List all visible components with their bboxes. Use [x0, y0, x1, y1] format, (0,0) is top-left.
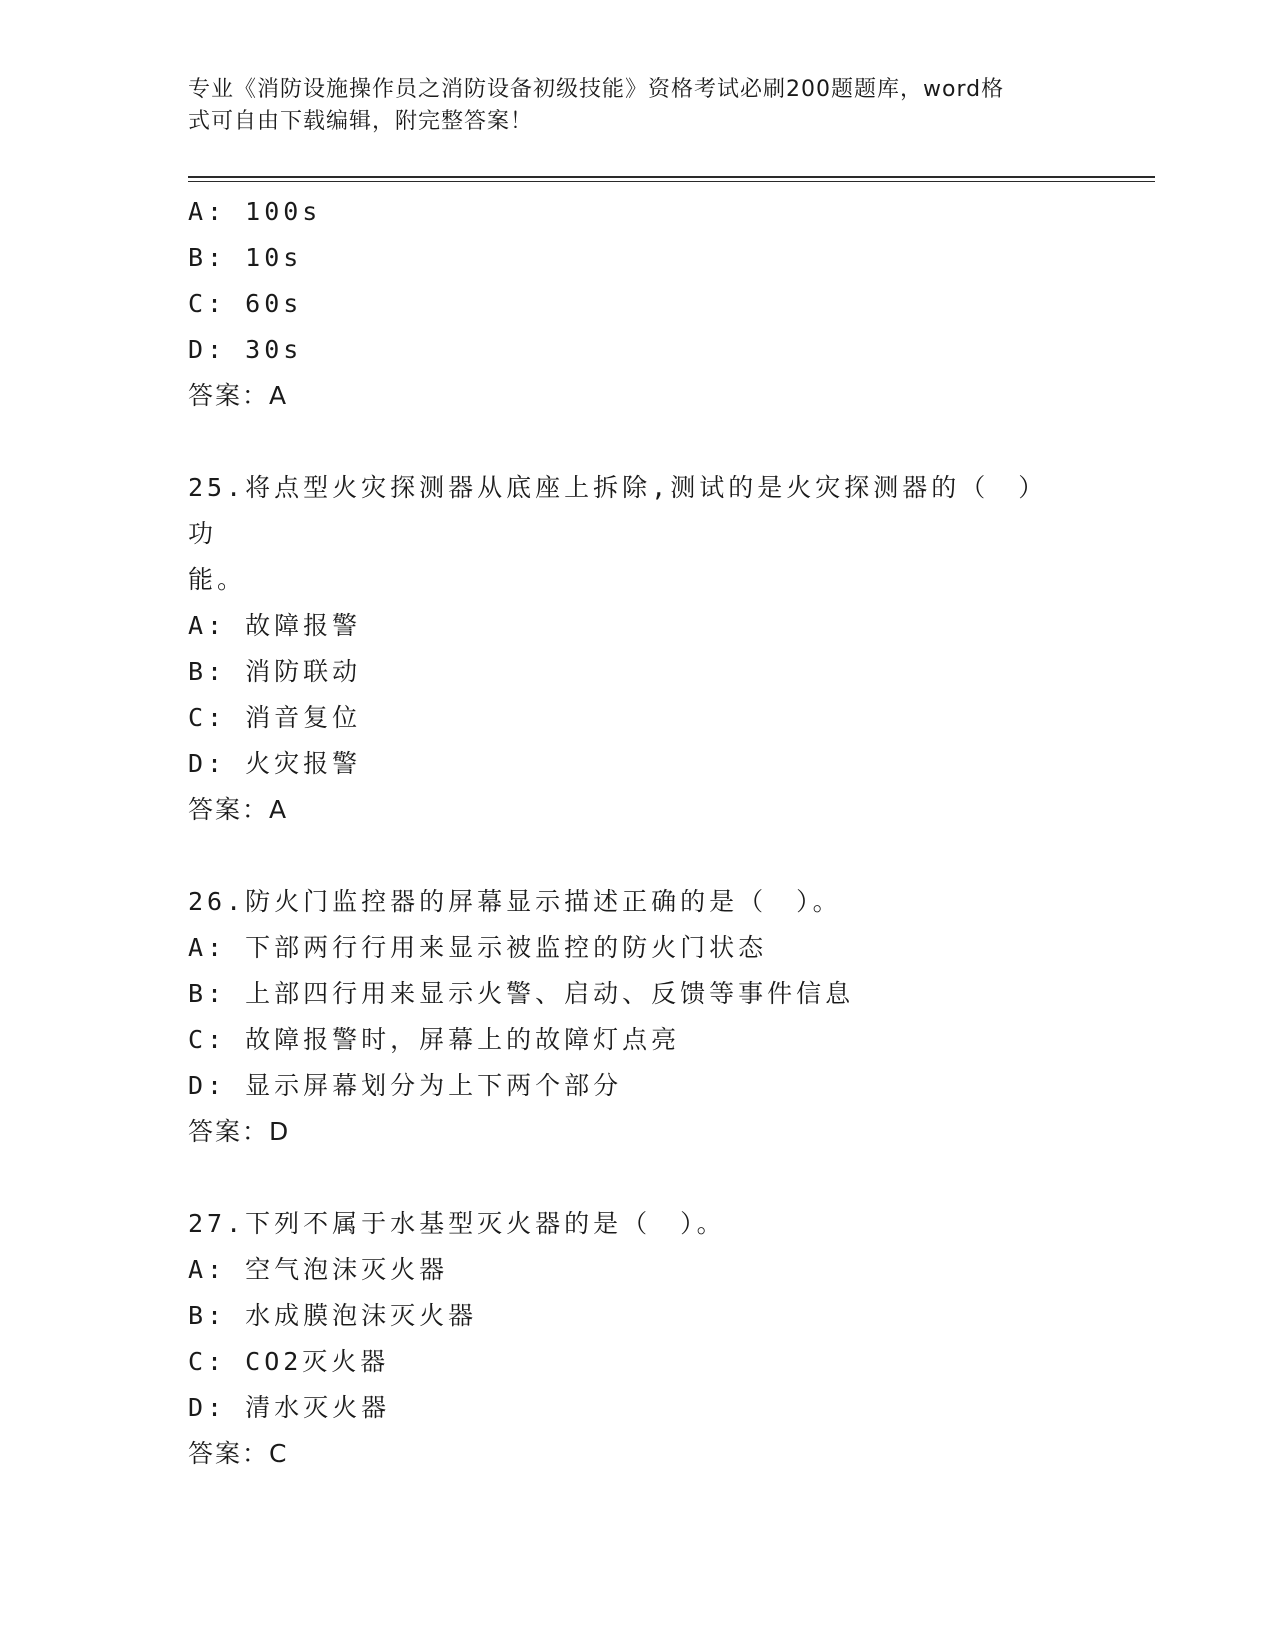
option-b: B: 10s — [188, 243, 303, 272]
spacer — [188, 833, 1068, 879]
question-list — [188, 189, 1068, 1477]
option-d: D: 火灾报警 — [188, 749, 362, 778]
question-stem: 27.下列不属于水基型灭火器的是（ ）。 — [188, 1209, 726, 1238]
option-c: C: 消音复位 — [188, 703, 362, 732]
option-a: A: 100s — [188, 197, 322, 226]
option-d: D: 显示屏幕划分为上下两个部分 — [188, 1071, 623, 1100]
option-c: C: CO2灭火器 — [188, 1347, 390, 1376]
option-b: B: 消防联动 — [188, 657, 362, 686]
option-a: A: 下部两行行用来显示被监控的防火门状态 — [188, 933, 768, 962]
answer-line: 答案：A — [188, 795, 289, 824]
option-b: B: 水成膜泡沫灭火器 — [188, 1301, 478, 1330]
question-27 — [188, 1201, 1068, 1477]
option-c: C: 60s — [188, 289, 303, 318]
spacer — [188, 419, 1068, 465]
answer-line: 答案：C — [188, 1439, 289, 1468]
document-header: 专业《消防设施操作员之消防设备初级技能》资格考试必刷200题题库，word格 式可自由下载编辑，附完整答案！ — [188, 77, 1005, 134]
header-divider-thick — [188, 176, 1155, 178]
spacer — [188, 1155, 1068, 1201]
question-24-continued — [188, 189, 1068, 419]
header-divider-thin — [188, 181, 1155, 182]
answer-line: 答案：A — [188, 381, 289, 410]
option-c: C: 故障报警时，屏幕上的故障灯点亮 — [188, 1025, 681, 1054]
question-stem: 26.防火门监控器的屏幕显示描述正确的是（ ）。 — [188, 887, 842, 916]
option-a: A: 故障报警 — [188, 611, 362, 640]
option-d: D: 清水灭火器 — [188, 1393, 391, 1422]
option-d: D: 30s — [188, 335, 303, 364]
option-a: A: 空气泡沫灭火器 — [188, 1255, 449, 1284]
question-26 — [188, 879, 1068, 1155]
answer-line: 答案：D — [188, 1117, 291, 1146]
option-b: B: 上部四行用来显示火警、启动、反馈等事件信息 — [188, 979, 855, 1008]
question-25 — [188, 465, 1068, 833]
question-stem: 25.将点型火灾探测器从底座上拆除,测试的是火灾探测器的（ ）功 能。 — [188, 473, 1048, 594]
